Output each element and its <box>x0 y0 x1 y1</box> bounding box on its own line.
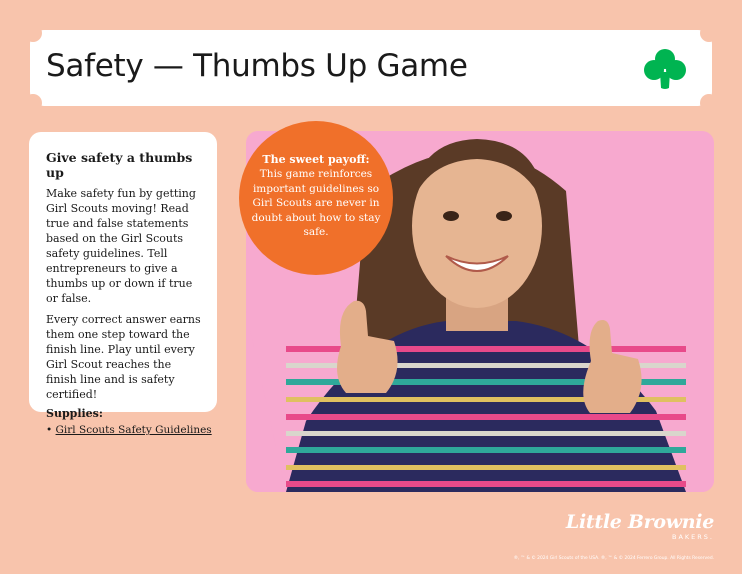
little-brownie-bakers-logo <box>562 513 714 541</box>
banner-corner <box>700 94 718 112</box>
card-paragraph: Make safety fun by getting Girl Scouts moving! Read true and false statements based on the Girl Scouts safety guidelines. Tell entrepreneurs to give a thumbs up or down if true or false. <box>46 187 196 306</box>
logo-wordmark: Little Brownie <box>565 511 714 533</box>
info-card <box>29 132 217 436</box>
supplies-item <box>46 423 212 436</box>
safety-guidelines-link[interactable]: Girl Scouts Safety Guidelines <box>55 423 212 436</box>
copyright-notice: ®, ™ & © 2024 Girl Scouts of the USA. ®, ™ & © 2024 Ferrero Group. All Rights Reserved. <box>513 556 714 561</box>
payoff-heading: The sweet payoff: <box>262 153 370 166</box>
thumbs-up-right-hand <box>583 320 641 413</box>
payoff-text: This game reinforces important guidelines so Girl Scouts are never in doubt about how to stay safe. <box>251 168 381 239</box>
bullet: • <box>46 423 53 436</box>
sweet-payoff-callout <box>239 121 393 275</box>
girl-scouts-trefoil-icon <box>642 46 688 92</box>
page-title: Safety — Thumbs Up Game <box>46 48 468 84</box>
banner-corner <box>24 94 42 112</box>
supplies-label: Supplies: <box>46 406 103 420</box>
logo-subtext: BAKERS. <box>672 533 714 541</box>
card-heading: Give safety a thumbs up <box>46 150 193 180</box>
title-banner <box>30 30 712 106</box>
card-paragraph: Every correct answer earns them one step toward the finish line. Play until every Girl Scout reaches the finish line and is safety certified! <box>46 312 201 401</box>
